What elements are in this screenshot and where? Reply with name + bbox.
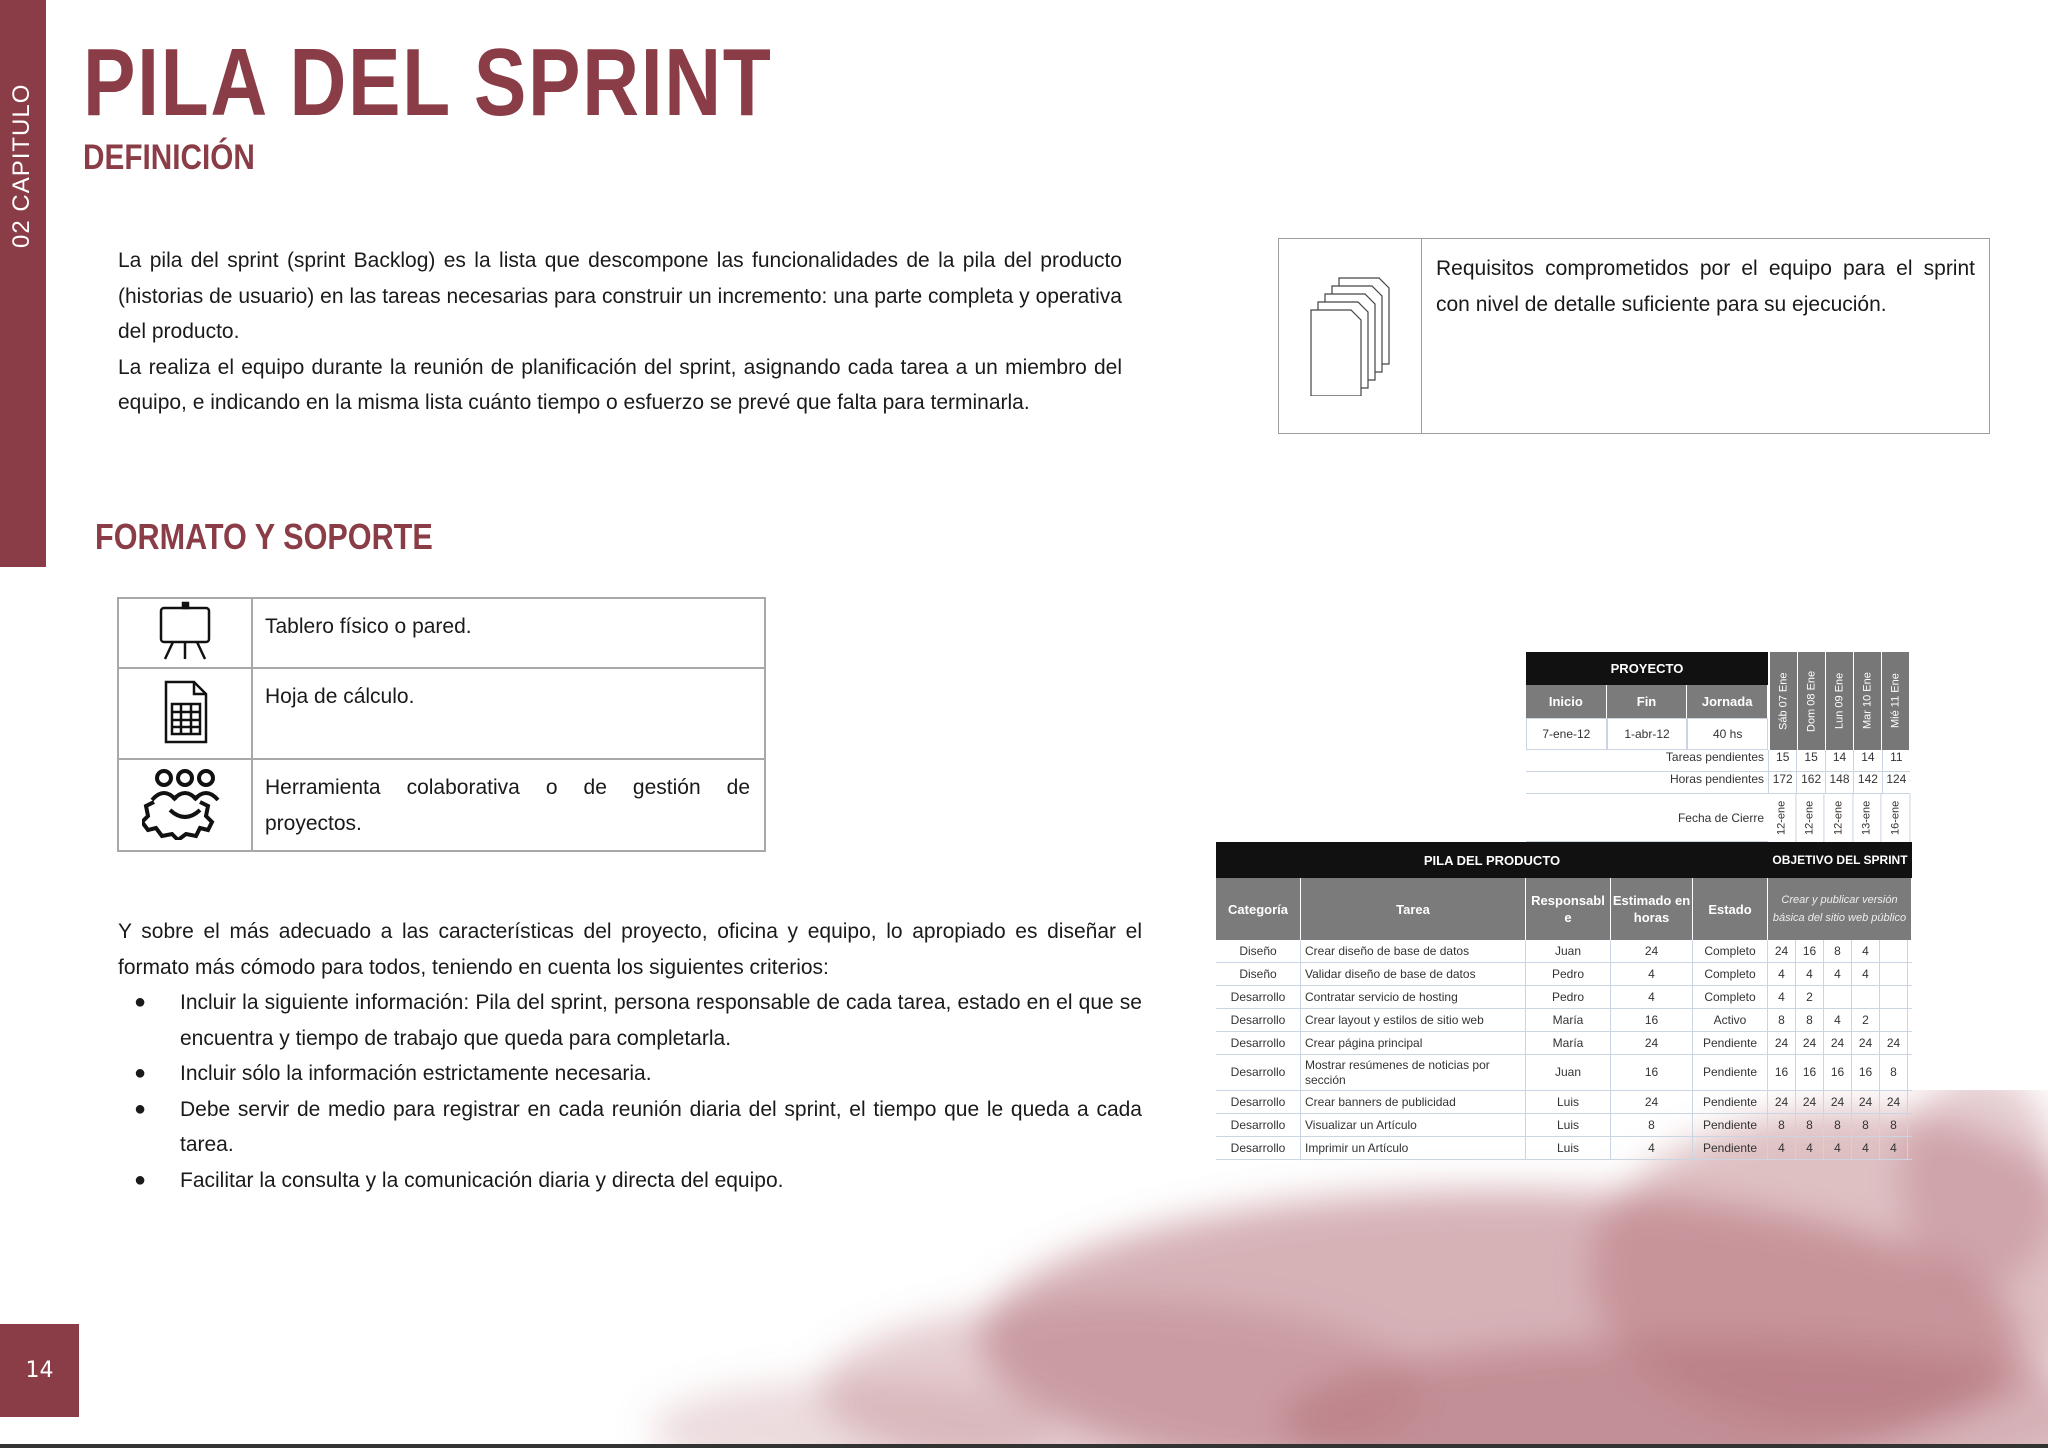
table-cell: 16 (1611, 1009, 1693, 1031)
table-cell (1880, 1009, 1908, 1031)
table-cell: 24 (1611, 940, 1693, 962)
table-cell: Crear banners de publicidad (1301, 1091, 1526, 1113)
table-cell: Crear layout y estilos de sitio web (1301, 1009, 1526, 1031)
table-cell: 4 (1824, 963, 1852, 985)
table-cell: Pedro (1526, 986, 1611, 1008)
project-values (1526, 718, 1768, 750)
table-cell: Activo (1693, 1009, 1768, 1031)
project-columns (1526, 685, 1768, 718)
table-cell: 8 (1768, 1009, 1796, 1031)
day-header: Lun 09 Ene (1826, 652, 1854, 750)
table-cell: 8 (1824, 940, 1852, 962)
day-header: Mié 11 Ene (1882, 652, 1910, 750)
table-cell: Luis (1526, 1114, 1611, 1136)
table-cell: 24 (1852, 1091, 1880, 1113)
list-item: ● Incluir sólo la información estrictamente necesaria. (134, 1062, 652, 1085)
intro-paragraph-2: La realiza el equipo durante la reunión de planificación del sprint, asignando cada tarea a un miembro del equipo, e indicando en la misma lista cuánto tiempo o esfuerzo se prevé que falta para terminarla. (118, 355, 1122, 414)
table-cell: 2 (1852, 1009, 1880, 1031)
table-cell: Visualizar un Artículo (1301, 1114, 1526, 1136)
requirements-box (1278, 238, 1990, 434)
page-number: 14 (0, 1324, 79, 1417)
fecha-cierre-row: Fecha de Cierre 12-ene 12-ene 12-ene 13-ene 16-ene (1526, 794, 1910, 842)
table-cell: Diseño (1216, 963, 1301, 985)
project-col-fin: Fin (1607, 685, 1688, 718)
whiteboard-easel-icon (118, 598, 252, 668)
table-cell: Completo (1693, 940, 1768, 962)
table-cell: 16 (1768, 1055, 1796, 1090)
table-cell: 8 (1880, 1055, 1908, 1090)
table-cell: Completo (1693, 963, 1768, 985)
table-cell: 4 (1852, 963, 1880, 985)
format-item-label: Hoja de cálculo. (265, 685, 415, 708)
table-cell: 2 (1796, 986, 1824, 1008)
criteria-intro: Y sobre el más adecuado a las características del proyecto, oficina y equipo, lo apropiado es diseñar el formato más cómodo para todos, teniendo en cuenta los siguientes criterios: (118, 920, 1142, 979)
table-cell: Pendiente (1693, 1114, 1768, 1136)
table-cell (1880, 940, 1908, 962)
table-cell (1880, 963, 1908, 985)
project-header: PROYECTO (1526, 652, 1768, 685)
table-cell: Diseño (1216, 940, 1301, 962)
table-cell: 4 (1768, 1137, 1796, 1159)
table-cell: 8 (1796, 1114, 1824, 1136)
table-cell: 4 (1611, 986, 1693, 1008)
table-cell: 8 (1796, 1009, 1824, 1031)
table-cell: Crear página principal (1301, 1032, 1526, 1054)
table-cell: 4 (1796, 963, 1824, 985)
criteria-section (118, 914, 1142, 1198)
day-headers (1770, 652, 1910, 750)
table-cell: 8 (1824, 1114, 1852, 1136)
table-cell: 24 (1768, 940, 1796, 962)
table-cell: 4 (1611, 963, 1693, 985)
format-item-label: Tablero físico o pared. (265, 615, 472, 638)
project-val: 7-ene-12 (1526, 718, 1607, 750)
table-cell: 4 (1824, 1009, 1852, 1031)
format-row (118, 759, 765, 851)
table-cell: Desarrollo (1216, 986, 1301, 1008)
table-cell: 8 (1611, 1114, 1693, 1136)
table-row (1216, 1032, 1912, 1055)
table-cell: 24 (1796, 1032, 1824, 1054)
table-row (1216, 986, 1912, 1009)
table-cell (1852, 986, 1880, 1008)
requirements-text: Requisitos comprometidos por el equipo para el sprint con nivel de detalle suficiente para su ejecución. (1436, 257, 1975, 316)
objective-text: Crear y publicar versión básica del sitio web público (1768, 878, 1912, 940)
spreadsheet-file-icon (118, 668, 252, 759)
table-cell: 4 (1796, 1137, 1824, 1159)
table-cell: Desarrollo (1216, 1114, 1301, 1136)
backlog-header: PILA DEL PRODUCTO OBJETIVO DEL SPRINT (1216, 842, 1912, 878)
table-cell (1880, 986, 1908, 1008)
table-cell: 24 (1611, 1091, 1693, 1113)
day-header: Mar 10 Ene (1854, 652, 1882, 750)
table-cell: Desarrollo (1216, 1055, 1301, 1090)
table-cell: Desarrollo (1216, 1032, 1301, 1054)
documents-stack-icon (1279, 239, 1422, 433)
format-options-table (117, 597, 766, 852)
table-cell: 24 (1852, 1032, 1880, 1054)
table-cell: 4 (1880, 1137, 1908, 1159)
table-cell: 4 (1824, 1137, 1852, 1159)
table-cell: Luis (1526, 1137, 1611, 1159)
criteria-list (118, 985, 1142, 1198)
table-cell: Juan (1526, 1055, 1611, 1090)
table-cell: 4 (1768, 986, 1796, 1008)
project-val: 40 hs (1687, 718, 1768, 750)
table-cell: 4 (1852, 1137, 1880, 1159)
list-item: ● Facilitar la consulta y la comunicación diaria y directa del equipo. (134, 1168, 784, 1192)
table-row (1216, 1114, 1912, 1137)
table-cell: 24 (1824, 1032, 1852, 1054)
table-cell: 4 (1768, 963, 1796, 985)
table-cell: María (1526, 1032, 1611, 1054)
table-cell: 24 (1880, 1091, 1908, 1113)
table-cell: Pendiente (1693, 1137, 1768, 1159)
project-col-jornada: Jornada (1687, 685, 1768, 718)
format-row (118, 668, 765, 759)
page-title: PILA DEL SPRINT (83, 29, 773, 136)
table-cell: 16 (1796, 1055, 1824, 1090)
table-cell: Desarrollo (1216, 1137, 1301, 1159)
col-categoria: Categoría (1216, 878, 1301, 940)
table-cell (1824, 986, 1852, 1008)
table-row (1216, 1055, 1912, 1091)
format-section-title: FORMATO Y SOPORTE (95, 516, 433, 557)
table-cell: 16 (1611, 1055, 1693, 1090)
col-tarea: Tarea (1301, 878, 1526, 940)
bottom-rule (0, 1444, 2048, 1448)
table-row (1216, 963, 1912, 986)
col-estimado: Estimado en horas (1611, 878, 1693, 940)
intro-paragraph-1: La pila del sprint (sprint Backlog) es la lista que descompone las funcionalidades de la pila del producto (historias de usuario) en las tareas necesarias para construir un incremento: una parte completa y operativa del producto. (118, 249, 1122, 343)
table-cell: 24 (1880, 1032, 1908, 1054)
table-cell: Desarrollo (1216, 1009, 1301, 1031)
table-cell: 8 (1768, 1114, 1796, 1136)
tareas-pendientes-row: Tareas pendientes 15 15 14 14 11 (1526, 750, 1910, 772)
table-cell: Completo (1693, 986, 1768, 1008)
table-cell: 24 (1611, 1032, 1693, 1054)
intro-text (118, 243, 1122, 421)
horas-pendientes-row: Horas pendientes 172 162 148 142 124 (1526, 772, 1910, 794)
list-item: ● Incluir la siguiente información: Pila del sprint, persona responsable de cada tarea, estado en el que se encuentra y tiempo de trabajo que queda para completarla. (134, 991, 1142, 1050)
chapter-label: 02 CAPITULO (8, 83, 35, 248)
table-cell: 8 (1880, 1114, 1908, 1136)
table-cell: Crear diseño de base de datos (1301, 940, 1526, 962)
table-cell: Juan (1526, 940, 1611, 962)
chapter-sidebar (0, 0, 46, 567)
table-cell: Pendiente (1693, 1091, 1768, 1113)
day-header: Dom 08 Ene (1798, 652, 1826, 750)
col-estado: Estado (1693, 878, 1768, 940)
table-cell: 24 (1768, 1032, 1796, 1054)
project-val: 1-abr-12 (1607, 718, 1688, 750)
table-cell: Pendiente (1693, 1032, 1768, 1054)
day-header: Sáb 07 Ene (1770, 652, 1798, 750)
table-row (1216, 1137, 1912, 1160)
table-cell: 16 (1852, 1055, 1880, 1090)
table-cell: Desarrollo (1216, 1091, 1301, 1113)
table-cell: 24 (1768, 1091, 1796, 1113)
format-item-label: Herramienta colaborativa o de gestión de proyectos. (265, 776, 750, 835)
format-row (118, 598, 765, 668)
table-cell: Imprimir un Artículo (1301, 1137, 1526, 1159)
table-cell: Pendiente (1693, 1055, 1768, 1090)
project-col-inicio: Inicio (1526, 685, 1607, 718)
page-subtitle: DEFINICIÓN (83, 138, 255, 177)
table-cell: Validar diseño de base de datos (1301, 963, 1526, 985)
table-cell: Pedro (1526, 963, 1611, 985)
table-cell: 24 (1824, 1091, 1852, 1113)
table-cell: María (1526, 1009, 1611, 1031)
table-cell: Luis (1526, 1091, 1611, 1113)
backlog-rows (1216, 940, 1912, 1160)
backlog-columns (1216, 878, 1912, 940)
table-row (1216, 1091, 1912, 1114)
table-cell: Mostrar resúmenes de noticias por sección (1301, 1055, 1526, 1090)
table-cell: 24 (1796, 1091, 1824, 1113)
col-responsable: Responsabl e (1526, 878, 1611, 940)
team-gear-icon (118, 759, 252, 851)
table-row (1216, 1009, 1912, 1032)
table-cell: 4 (1611, 1137, 1693, 1159)
table-cell: Contratar servicio de hosting (1301, 986, 1526, 1008)
list-item: ● Debe servir de medio para registrar en cada reunión diaria del sprint, el tiempo que le queda a cada tarea. (134, 1097, 1142, 1156)
table-cell: 8 (1852, 1114, 1880, 1136)
table-cell: 16 (1796, 940, 1824, 962)
table-cell: 4 (1852, 940, 1880, 962)
table-cell: 16 (1824, 1055, 1852, 1090)
table-row (1216, 940, 1912, 963)
sprint-backlog-spreadsheet (1216, 652, 1912, 1168)
